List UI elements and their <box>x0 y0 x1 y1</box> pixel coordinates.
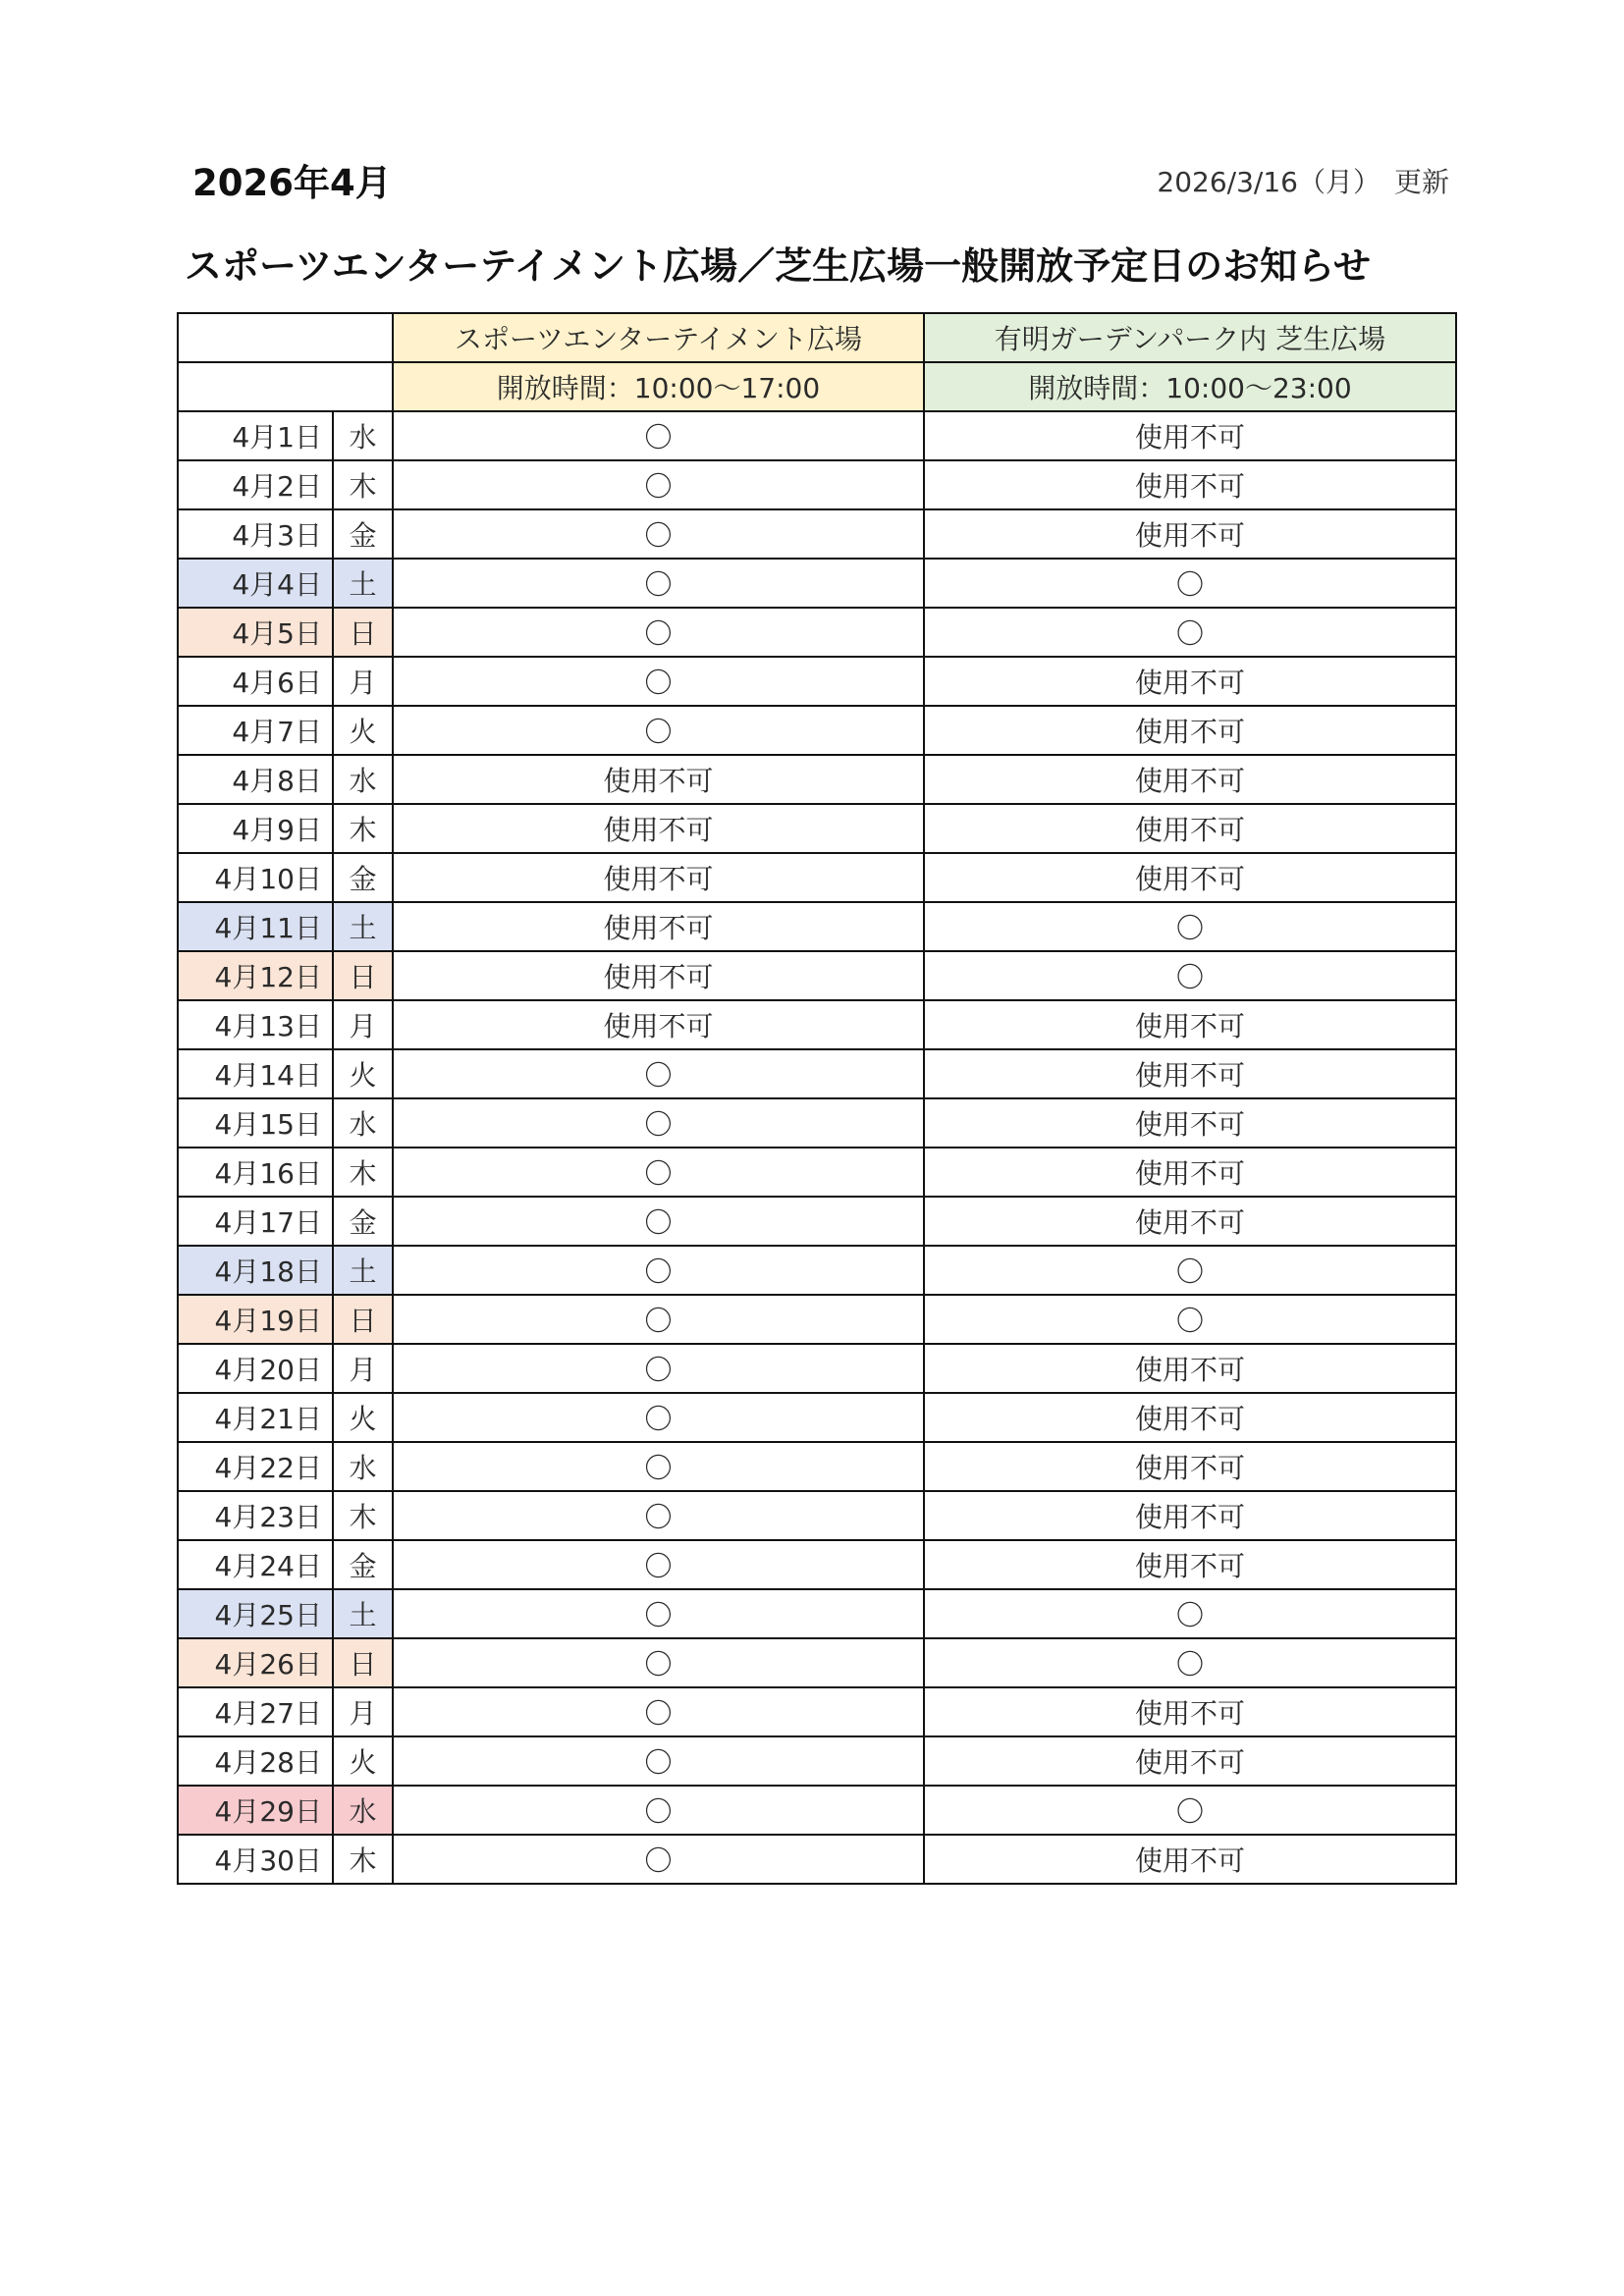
venue-b-status: 使用不可 <box>924 1540 1456 1589</box>
venue-a-hours: 開放時間：10:00～17:00 <box>393 362 924 411</box>
venue-header-row <box>178 313 1456 362</box>
date-cell: 4月19日 <box>178 1295 333 1344</box>
date-cell: 4月4日 <box>178 559 333 608</box>
table-row <box>178 608 1456 657</box>
venue-a-status: 〇 <box>393 706 924 755</box>
venue-b-status: 使用不可 <box>924 1442 1456 1491</box>
venue-a-status: 〇 <box>393 1295 924 1344</box>
weekday-cell: 木 <box>333 460 393 509</box>
venue-b-status: 使用不可 <box>924 657 1456 706</box>
venue-a-status: 〇 <box>393 509 924 559</box>
venue-b-status: 〇 <box>924 1786 1456 1835</box>
venue-b-status: 使用不可 <box>924 1098 1456 1148</box>
weekday-cell: 金 <box>333 509 393 559</box>
table-row <box>178 1049 1456 1098</box>
table-row <box>178 1491 1456 1540</box>
venue-b-status: 〇 <box>924 608 1456 657</box>
schedule-table <box>177 312 1457 1885</box>
weekday-cell: 木 <box>333 1491 393 1540</box>
venue-a-status: 〇 <box>393 1442 924 1491</box>
table-row <box>178 902 1456 951</box>
table-row <box>178 1197 1456 1246</box>
date-cell: 4月13日 <box>178 1000 333 1049</box>
weekday-cell: 月 <box>333 1000 393 1049</box>
weekday-cell: 水 <box>333 1786 393 1835</box>
hours-header-row <box>178 362 1456 411</box>
weekday-cell: 土 <box>333 1589 393 1638</box>
venue-a-status: 〇 <box>393 1835 924 1884</box>
weekday-cell: 月 <box>333 1687 393 1736</box>
table-row <box>178 1442 1456 1491</box>
venue-a-status: 〇 <box>393 657 924 706</box>
venue-a-status: 〇 <box>393 1589 924 1638</box>
venue-b-status: 使用不可 <box>924 1835 1456 1884</box>
date-cell: 4月28日 <box>178 1736 333 1786</box>
venue-a-status: 〇 <box>393 1049 924 1098</box>
table-row <box>178 1295 1456 1344</box>
weekday-cell: 火 <box>333 1393 393 1442</box>
venue-b-name: 有明ガーデンパーク内 芝生広場 <box>924 313 1456 362</box>
venue-b-status: 〇 <box>924 951 1456 1000</box>
venue-b-status: 使用不可 <box>924 1491 1456 1540</box>
date-cell: 4月12日 <box>178 951 333 1000</box>
venue-b-status: 使用不可 <box>924 411 1456 460</box>
weekday-cell: 金 <box>333 1540 393 1589</box>
venue-b-status: 〇 <box>924 1638 1456 1687</box>
date-cell: 4月1日 <box>178 411 333 460</box>
venue-a-status: 〇 <box>393 1344 924 1393</box>
date-cell: 4月5日 <box>178 608 333 657</box>
venue-b-status: 使用不可 <box>924 1344 1456 1393</box>
venue-a-status: 使用不可 <box>393 951 924 1000</box>
weekday-cell: 水 <box>333 755 393 804</box>
date-cell: 4月7日 <box>178 706 333 755</box>
header-empty-cell <box>178 362 393 411</box>
venue-a-status: 〇 <box>393 1540 924 1589</box>
venue-a-status: 〇 <box>393 1491 924 1540</box>
weekday-cell: 土 <box>333 902 393 951</box>
updated-date: 2026/3/16（月） 更新 <box>1157 166 1449 198</box>
venue-b-status: 使用不可 <box>924 804 1456 853</box>
date-cell: 4月18日 <box>178 1246 333 1295</box>
table-row <box>178 1344 1456 1393</box>
venue-a-status: 〇 <box>393 559 924 608</box>
venue-b-status: 使用不可 <box>924 706 1456 755</box>
date-cell: 4月14日 <box>178 1049 333 1098</box>
page-month-heading: 2026年4月 <box>192 162 392 204</box>
date-cell: 4月25日 <box>178 1589 333 1638</box>
weekday-cell: 金 <box>333 853 393 902</box>
venue-b-status: 使用不可 <box>924 1393 1456 1442</box>
venue-a-status: 〇 <box>393 1197 924 1246</box>
weekday-cell: 日 <box>333 1638 393 1687</box>
table-row <box>178 1393 1456 1442</box>
venue-b-status: 使用不可 <box>924 755 1456 804</box>
table-row <box>178 559 1456 608</box>
venue-b-status: 使用不可 <box>924 1049 1456 1098</box>
weekday-cell: 日 <box>333 951 393 1000</box>
table-row <box>178 1589 1456 1638</box>
table-row <box>178 755 1456 804</box>
table-row <box>178 1148 1456 1197</box>
weekday-cell: 水 <box>333 411 393 460</box>
weekday-cell: 土 <box>333 1246 393 1295</box>
venue-a-status: 〇 <box>393 1246 924 1295</box>
table-row <box>178 706 1456 755</box>
venue-a-status: 〇 <box>393 1393 924 1442</box>
venue-a-status: 使用不可 <box>393 755 924 804</box>
venue-a-status: 使用不可 <box>393 1000 924 1049</box>
venue-b-hours: 開放時間：10:00～23:00 <box>924 362 1456 411</box>
weekday-cell: 日 <box>333 608 393 657</box>
venue-b-status: 使用不可 <box>924 1197 1456 1246</box>
table-row <box>178 1638 1456 1687</box>
weekday-cell: 月 <box>333 657 393 706</box>
venue-a-status: 〇 <box>393 1098 924 1148</box>
date-cell: 4月26日 <box>178 1638 333 1687</box>
table-row <box>178 1246 1456 1295</box>
venue-b-status: 使用不可 <box>924 509 1456 559</box>
venue-a-status: 〇 <box>393 1638 924 1687</box>
venue-b-status: 使用不可 <box>924 1736 1456 1786</box>
date-cell: 4月10日 <box>178 853 333 902</box>
venue-a-status: 〇 <box>393 1786 924 1835</box>
venue-b-status: 使用不可 <box>924 460 1456 509</box>
venue-a-status: 使用不可 <box>393 853 924 902</box>
weekday-cell: 月 <box>333 1344 393 1393</box>
table-row <box>178 509 1456 559</box>
date-cell: 4月30日 <box>178 1835 333 1884</box>
date-cell: 4月11日 <box>178 902 333 951</box>
venue-a-status: 使用不可 <box>393 902 924 951</box>
date-cell: 4月24日 <box>178 1540 333 1589</box>
venue-b-status: 使用不可 <box>924 1148 1456 1197</box>
schedule-body <box>178 313 1456 1884</box>
date-cell: 4月16日 <box>178 1148 333 1197</box>
date-cell: 4月3日 <box>178 509 333 559</box>
date-cell: 4月21日 <box>178 1393 333 1442</box>
venue-a-name: スポーツエンターテイメント広場 <box>393 313 924 362</box>
venue-b-status: 〇 <box>924 1246 1456 1295</box>
date-cell: 4月17日 <box>178 1197 333 1246</box>
venue-b-status: 〇 <box>924 1295 1456 1344</box>
table-row <box>178 1835 1456 1884</box>
venue-b-status: 使用不可 <box>924 1000 1456 1049</box>
table-row <box>178 853 1456 902</box>
venue-a-status: 〇 <box>393 460 924 509</box>
date-cell: 4月22日 <box>178 1442 333 1491</box>
venue-b-status: 〇 <box>924 902 1456 951</box>
venue-b-status: 使用不可 <box>924 1687 1456 1736</box>
table-row <box>178 1687 1456 1736</box>
weekday-cell: 火 <box>333 706 393 755</box>
weekday-cell: 日 <box>333 1295 393 1344</box>
table-row <box>178 951 1456 1000</box>
date-cell: 4月23日 <box>178 1491 333 1540</box>
table-row <box>178 657 1456 706</box>
date-cell: 4月29日 <box>178 1786 333 1835</box>
weekday-cell: 土 <box>333 559 393 608</box>
date-cell: 4月6日 <box>178 657 333 706</box>
weekday-cell: 水 <box>333 1442 393 1491</box>
venue-a-status: 〇 <box>393 608 924 657</box>
weekday-cell: 金 <box>333 1197 393 1246</box>
weekday-cell: 木 <box>333 1148 393 1197</box>
date-cell: 4月2日 <box>178 460 333 509</box>
weekday-cell: 木 <box>333 804 393 853</box>
venue-a-status: 使用不可 <box>393 804 924 853</box>
venue-a-status: 〇 <box>393 1148 924 1197</box>
venue-b-status: 〇 <box>924 1589 1456 1638</box>
venue-a-status: 〇 <box>393 1736 924 1786</box>
date-cell: 4月8日 <box>178 755 333 804</box>
table-row <box>178 1786 1456 1835</box>
table-row <box>178 1736 1456 1786</box>
table-row <box>178 460 1456 509</box>
table-row <box>178 411 1456 460</box>
date-cell: 4月9日 <box>178 804 333 853</box>
weekday-cell: 水 <box>333 1098 393 1148</box>
page-title: スポーツエンターテイメント広場／芝生広場一般開放予定日のお知らせ <box>185 244 1372 288</box>
table-row <box>178 1098 1456 1148</box>
table-row <box>178 1540 1456 1589</box>
date-cell: 4月27日 <box>178 1687 333 1736</box>
venue-a-status: 〇 <box>393 411 924 460</box>
venue-a-status: 〇 <box>393 1687 924 1736</box>
date-cell: 4月15日 <box>178 1098 333 1148</box>
table-row <box>178 804 1456 853</box>
venue-b-status: 使用不可 <box>924 853 1456 902</box>
table-row <box>178 1000 1456 1049</box>
header-empty-cell <box>178 313 393 362</box>
date-cell: 4月20日 <box>178 1344 333 1393</box>
weekday-cell: 木 <box>333 1835 393 1884</box>
weekday-cell: 火 <box>333 1049 393 1098</box>
venue-b-status: 〇 <box>924 559 1456 608</box>
weekday-cell: 火 <box>333 1736 393 1786</box>
